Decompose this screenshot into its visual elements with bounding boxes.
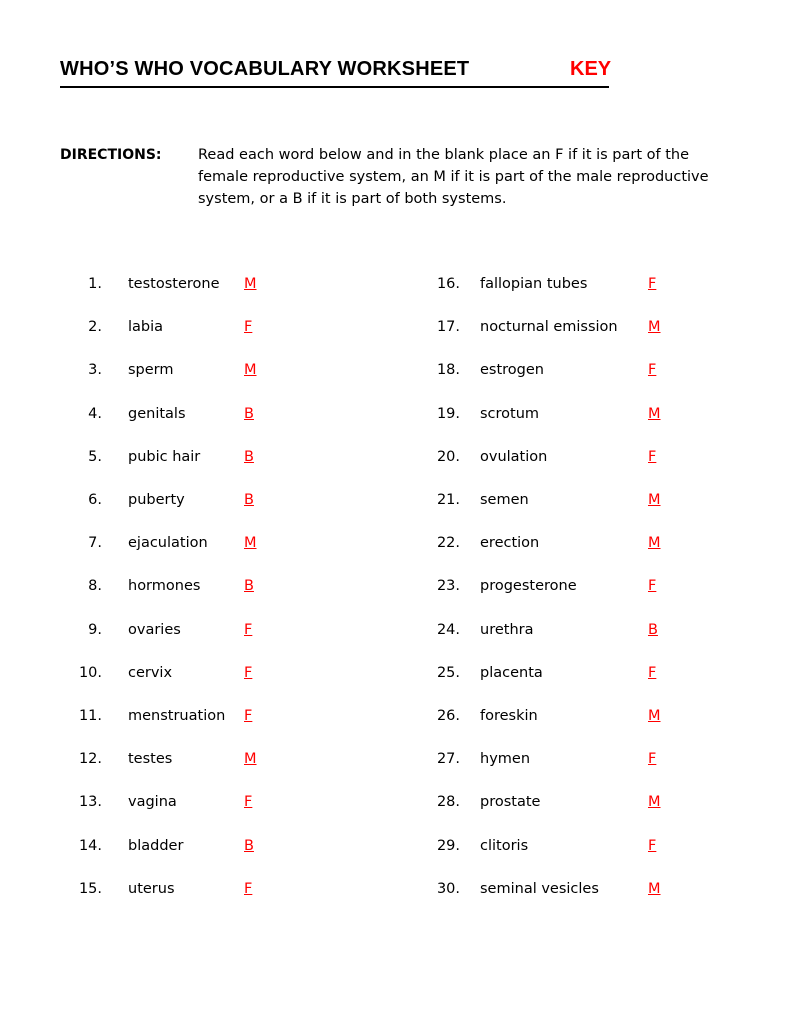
item-number: 17. bbox=[436, 319, 460, 336]
item-word: prostate bbox=[480, 794, 541, 811]
item-answer: F bbox=[244, 880, 253, 897]
key-label: KEY bbox=[570, 58, 612, 80]
item-answer: F bbox=[244, 319, 253, 336]
item-word: bladder bbox=[128, 837, 184, 854]
item-answer: F bbox=[648, 837, 657, 854]
item-word: placenta bbox=[480, 664, 543, 681]
item-number: 5. bbox=[88, 448, 102, 465]
item-answer: M bbox=[648, 535, 661, 552]
item-answer: F bbox=[244, 621, 253, 638]
item-word: ovulation bbox=[480, 448, 548, 465]
item-answer: F bbox=[648, 578, 657, 595]
item-answer: M bbox=[648, 319, 661, 336]
item-number: 16. bbox=[436, 276, 460, 292]
title-row bbox=[60, 58, 612, 88]
item-word: hymen bbox=[480, 751, 531, 768]
item-number: 11. bbox=[78, 708, 102, 724]
item-answer: F bbox=[244, 708, 253, 724]
item-number: 20. bbox=[436, 448, 460, 465]
item-word: ovaries bbox=[128, 621, 181, 638]
item-number: 13. bbox=[78, 794, 102, 811]
item-answer: B bbox=[244, 578, 254, 595]
item-word: foreskin bbox=[480, 708, 538, 724]
item-number: 25. bbox=[436, 664, 460, 681]
item-number: 9. bbox=[88, 621, 102, 638]
item-answer: F bbox=[648, 448, 657, 465]
item-number: 14. bbox=[78, 837, 102, 854]
item-word: nocturnal emission bbox=[480, 319, 618, 336]
item-answer: M bbox=[244, 535, 257, 552]
item-answer: F bbox=[648, 664, 657, 681]
item-number: 19. bbox=[436, 405, 460, 422]
item-answer: M bbox=[648, 880, 661, 897]
directions-label: DIRECTIONS: bbox=[60, 147, 162, 163]
item-word: sperm bbox=[128, 362, 174, 379]
item-number: 21. bbox=[436, 492, 460, 508]
item-answer: M bbox=[648, 405, 661, 422]
item-word: ejaculation bbox=[128, 535, 208, 552]
item-word: uterus bbox=[128, 880, 175, 897]
item-answer: F bbox=[244, 664, 253, 681]
item-number: 26. bbox=[436, 708, 460, 724]
item-word: vagina bbox=[128, 794, 177, 811]
item-answer: M bbox=[244, 276, 257, 292]
item-word: seminal vesicles bbox=[480, 880, 599, 897]
item-word: cervix bbox=[128, 664, 173, 681]
item-number: 22. bbox=[436, 535, 460, 552]
item-word: labia bbox=[128, 319, 164, 336]
item-number: 30. bbox=[436, 880, 460, 897]
item-answer: F bbox=[648, 276, 657, 292]
item-number: 23. bbox=[436, 578, 460, 595]
item-answer: F bbox=[244, 794, 253, 811]
item-number: 15. bbox=[78, 880, 102, 897]
item-number: 6. bbox=[88, 492, 102, 508]
item-word: hormones bbox=[128, 578, 201, 595]
item-answer: B bbox=[244, 448, 254, 465]
item-word: testes bbox=[128, 751, 173, 768]
item-number: 18. bbox=[436, 362, 460, 379]
item-number: 3. bbox=[88, 362, 102, 379]
item-number: 8. bbox=[88, 578, 102, 595]
item-word: urethra bbox=[480, 621, 534, 638]
item-answer: M bbox=[244, 751, 257, 768]
directions-text: Read each word below and in the blank place an F if it is part of the female reproductive system, an M if it is part of the male reproductive system, or a B if it is part of both systems. bbox=[198, 147, 709, 207]
item-answer: B bbox=[244, 492, 254, 508]
item-answer: M bbox=[244, 362, 257, 379]
item-word: menstruation bbox=[128, 708, 226, 724]
item-answer: B bbox=[244, 837, 254, 854]
item-word: puberty bbox=[128, 492, 185, 508]
item-number: 7. bbox=[88, 535, 102, 552]
item-word: progesterone bbox=[480, 578, 577, 595]
item-word: fallopian tubes bbox=[480, 276, 588, 292]
item-number: 4. bbox=[88, 405, 102, 422]
item-word: clitoris bbox=[480, 837, 529, 854]
item-answer: M bbox=[648, 708, 661, 724]
item-answer: B bbox=[648, 621, 658, 638]
item-answer: B bbox=[244, 405, 254, 422]
item-answer: F bbox=[648, 362, 657, 379]
item-number: 1. bbox=[88, 276, 102, 292]
item-word: scrotum bbox=[480, 405, 540, 422]
item-answer: M bbox=[648, 492, 661, 508]
item-number: 24. bbox=[436, 621, 460, 638]
item-number: 10. bbox=[78, 664, 102, 681]
item-number: 29. bbox=[436, 837, 460, 854]
item-word: erection bbox=[480, 535, 540, 552]
item-word: pubic hair bbox=[128, 448, 201, 465]
item-number: 27. bbox=[436, 751, 460, 768]
item-answer: F bbox=[648, 751, 657, 768]
item-number: 28. bbox=[436, 794, 460, 811]
item-number: 2. bbox=[88, 319, 102, 336]
item-answer: M bbox=[648, 794, 661, 811]
item-word: estrogen bbox=[480, 362, 544, 379]
item-word: testosterone bbox=[128, 276, 220, 292]
item-word: semen bbox=[480, 492, 529, 508]
item-word: genitals bbox=[128, 405, 186, 422]
item-number: 12. bbox=[78, 751, 102, 768]
page-title: WHO’S WHO VOCABULARY WORKSHEET bbox=[60, 58, 470, 80]
